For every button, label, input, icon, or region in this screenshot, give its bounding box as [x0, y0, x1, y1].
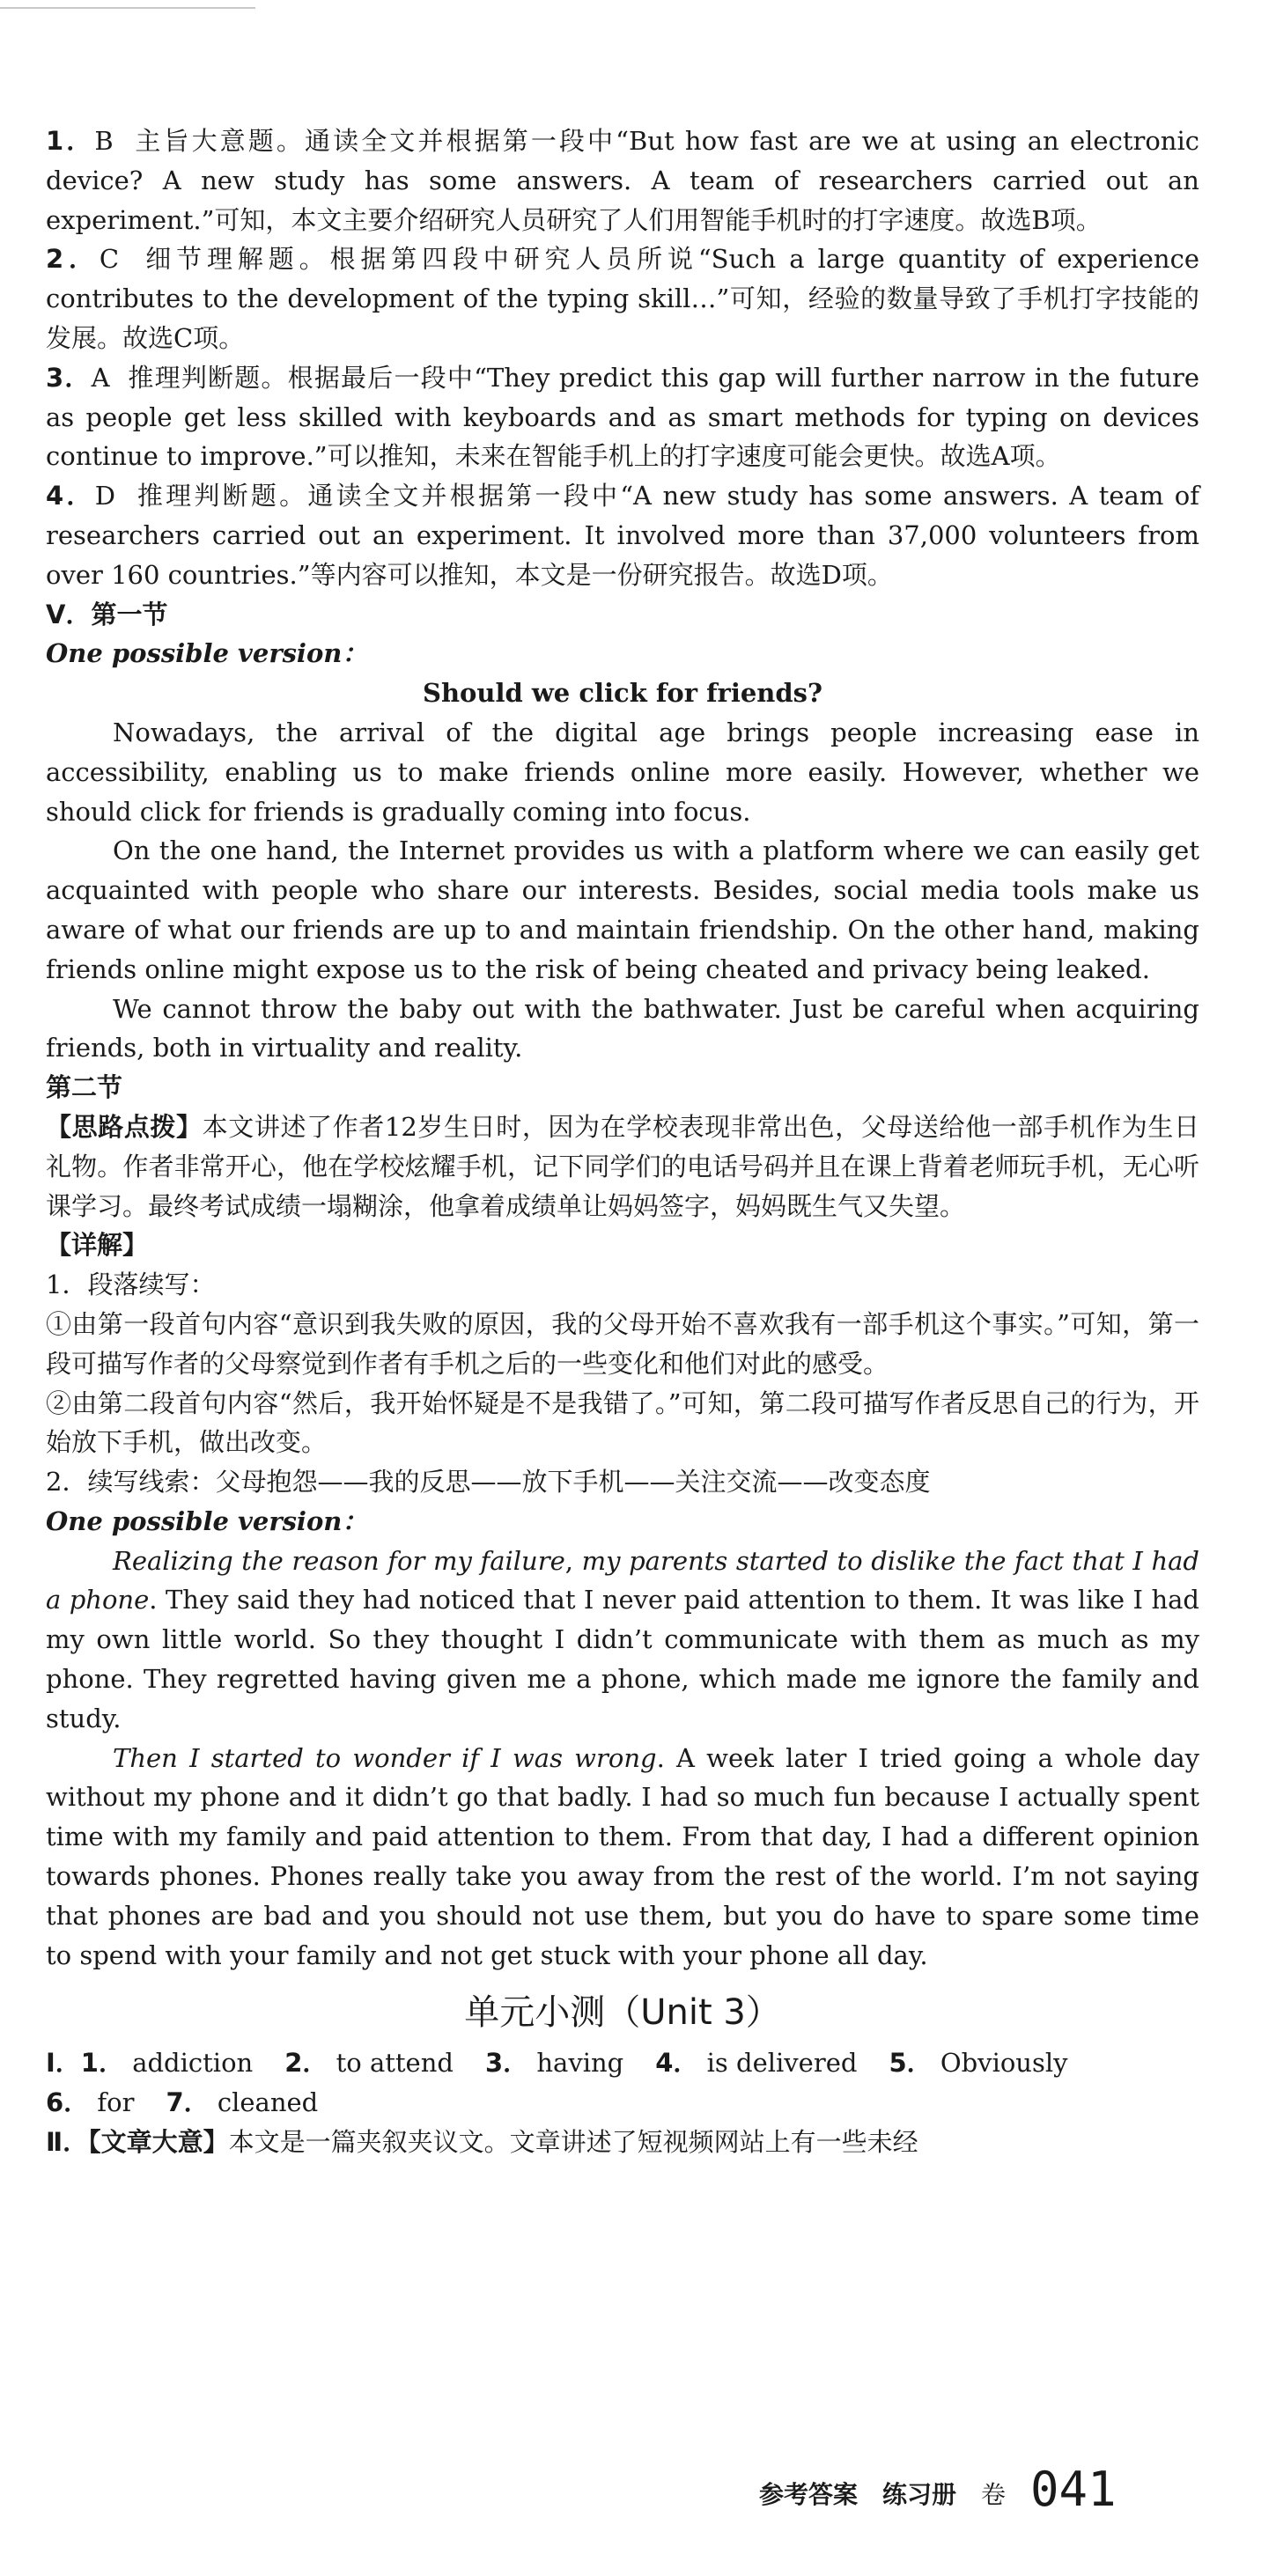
paragraph-text: . A week later I tried going a whole day without my phone and it didn’t go that badly. I had so much fun because I actually spent time with my family and paid attention to them. From that day, I had a different opinion towards phones. Phones really take you away from the rest of the world. I’m not saying that phones are bad and you should not use them, but you do have to spare some time to spend with your family and not get stuck with your phone all day. [46, 1742, 1199, 1970]
answer-item [655, 2043, 857, 2083]
answer-value: is delivered [706, 2048, 858, 2079]
answer-number: 1． [80, 2048, 124, 2079]
detail-point-1: ①由第一段首句内容“意识到我失败的原因，我的父母开始不喜欢我有一部手机这个事实。”可知，第一段可描写作者的父母察觉到作者有手机之后的一些变化和他们对此的感受。 [46, 1308, 1199, 1379]
tip-label: 【思路点拨】 [46, 1111, 203, 1142]
continuation-paragraph-1: Realizing the reason for my failure, my parents started to dislike the fact that I had a phone. They said they had noticed that I never paid attention to them. It was like I had my own little world. So they thought I didn’t communicate with them as much as my phone. They regretted having given me a phone, which made me ignore the family and study. [46, 1545, 1199, 1733]
footer-label: 参考答案 [759, 2480, 859, 2509]
unit-test-answers [46, 2043, 1199, 2083]
detail-item-2: 2．续写线索：父母抱怨——我的反思——放下手机——关注交流——改变态度 [46, 1467, 931, 1498]
detail-item-1: 1．段落续写： [46, 1270, 216, 1300]
answer-letter: A [91, 362, 110, 393]
detail-point-2: ②由第二段首句内容“然后，我开始怀疑是不是我错了。”可知，第二段可描写作者反思自己的行为，开始放下手机，做出改变。 [46, 1387, 1199, 1458]
continuation-paragraph-2 [46, 1739, 1199, 1976]
summary-label: 【文章大意】 [88, 2127, 229, 2158]
roman-numeral: Ⅰ． [46, 2048, 81, 2079]
section-2-heading: 第二节 [46, 1072, 123, 1103]
answer-3 [46, 358, 1199, 476]
answer-letter: C [99, 244, 120, 275]
tip-text: 本文讲述了作者12岁生日时，因为在学校表现非常出色，父母送给他一部手机作为生日礼物。作者非常开心，他在学校炫耀手机，记下同学们的电话号码并且在课上背着老师玩手机，无心听课学习。最终考试成绩一塌糊涂，他拿着成绩单让妈妈签字，妈妈既生气又失望。 [46, 1111, 1199, 1221]
answer-number: 1． [46, 126, 95, 156]
answer-4 [46, 476, 1199, 594]
answer-value: addiction [132, 2048, 254, 2079]
unit-test-answers-2 [46, 2083, 1199, 2123]
unit-test-title: 单元小测（Unit 3） [464, 1992, 781, 2034]
summary-text: 本文是一篇夹叙夹议文。文章讲述了短视频网站上有一些未经 [228, 2127, 918, 2158]
essay-title: Should we click for friends? [423, 678, 822, 709]
answer-number: 2． [284, 2048, 328, 2079]
answer-item [46, 2083, 134, 2123]
roman-numeral: Ⅱ． [46, 2127, 89, 2158]
answer-number: 7． [166, 2087, 210, 2118]
answer-value: Obviously [940, 2048, 1068, 2079]
answer-letter: D [94, 481, 115, 512]
answer-item [166, 2083, 318, 2123]
answer-explanation: 主旨大意题。通读全文并根据第一段中“But how fast are we at using an electronic device? A new study has some answers. A team of researchers carried out an experiment.”可知，本文主要介绍研究人员研究了人们用智能手机时的打字速度。故选B项。 [46, 126, 1200, 235]
essay-paragraph: Nowadays, the arrival of the digital age brings people increasing ease in accessibility, enabling us to make friends online more easily. However, whether we should click for friends is gradually coming into focus. [46, 717, 1199, 827]
footer-label: 练习册 [882, 2480, 957, 2509]
answer-number: 6． [46, 2087, 90, 2118]
essay-paragraph: On the one hand, the Internet provides us with a platform where we can easily get acquainted with people who share our interests. Besides, social media tools make us aware of what our friends are up to and maintain friendship. On the other hand, making friends online might expose us to the risk of being cheated and privacy being leaked. [46, 835, 1199, 984]
paragraph-text: . They said they had noticed that I never paid attention to them. It was like I had my own little world. So they thought I didn’t communicate with them as much as my phone. They regretted having given me a phone, which made me ignore the family and study. [46, 1585, 1199, 1733]
answer-explanation: 细节理解题。根据第四段中研究人员所说“Such a large quantity of experience contributes to the development of the typing skill…”可知，经验的数量导致了手机打字技能的发展。故选C项。 [46, 244, 1199, 353]
answer-item [485, 2043, 623, 2083]
summary-paragraph [46, 2123, 1199, 2162]
answer-item [284, 2043, 454, 2083]
answer-number: 4． [655, 2048, 699, 2079]
italic-lead: Then I started to wonder if I was wrong [113, 1742, 657, 1773]
answer-number: 2． [46, 244, 100, 275]
top-rule [0, 7, 255, 9]
footer-volume: 卷 [981, 2480, 1007, 2509]
answer-item [889, 2043, 1067, 2083]
answer-number: 3． [46, 362, 92, 393]
italic-lead: Realizing the reason for my failure [113, 1545, 565, 1576]
page-footer [759, 2462, 1208, 2517]
answer-value: to attend [336, 2048, 454, 2079]
answer-1 [46, 121, 1199, 239]
answer-number: 3． [484, 2048, 529, 2079]
version-label: One possible version： [46, 1505, 368, 1536]
answer-explanation: 推理判断题。通读全文并根据第一段中“A new study has some answers. A team of researchers carried out an experiment. It involved more than 37,000 volunteers from over 160 countries.”等内容可以推知，本文是一份研究报告。故选D项。 [46, 481, 1199, 590]
answer-number: 4． [46, 481, 95, 512]
answer-number: 5． [889, 2048, 933, 2079]
version-label: One possible version： [46, 638, 368, 669]
detail-label: 【详解】 [46, 1230, 149, 1261]
italic-lead: my parents started to dislike the fact that I had a phone [46, 1545, 1199, 1616]
answer-value: having [536, 2048, 624, 2079]
answer-2 [46, 239, 1199, 357]
answer-explanation: 推理判断题。根据最后一段中“They predict this gap will further narrow in the future as people get less skilled with keyboards and as smart methods for typing on devices continue to improve.”可以推知，未来在智能手机上的打字速度可能会更快。故选A项。 [46, 362, 1199, 472]
section-5-heading: Ⅴ．第一节 [46, 599, 168, 629]
answer-value: cleaned [217, 2087, 319, 2118]
page-number: 041 [1030, 2462, 1117, 2517]
answer-item [46, 2043, 253, 2083]
essay-paragraph: We cannot throw the baby out with the bathwater. Just be careful when acquiring friends, both in virtuality and reality. [46, 993, 1199, 1064]
answer-letter: B [94, 126, 114, 156]
tip-paragraph [46, 1108, 1199, 1225]
answer-page [46, 121, 1199, 2162]
answer-value: for [97, 2087, 135, 2118]
